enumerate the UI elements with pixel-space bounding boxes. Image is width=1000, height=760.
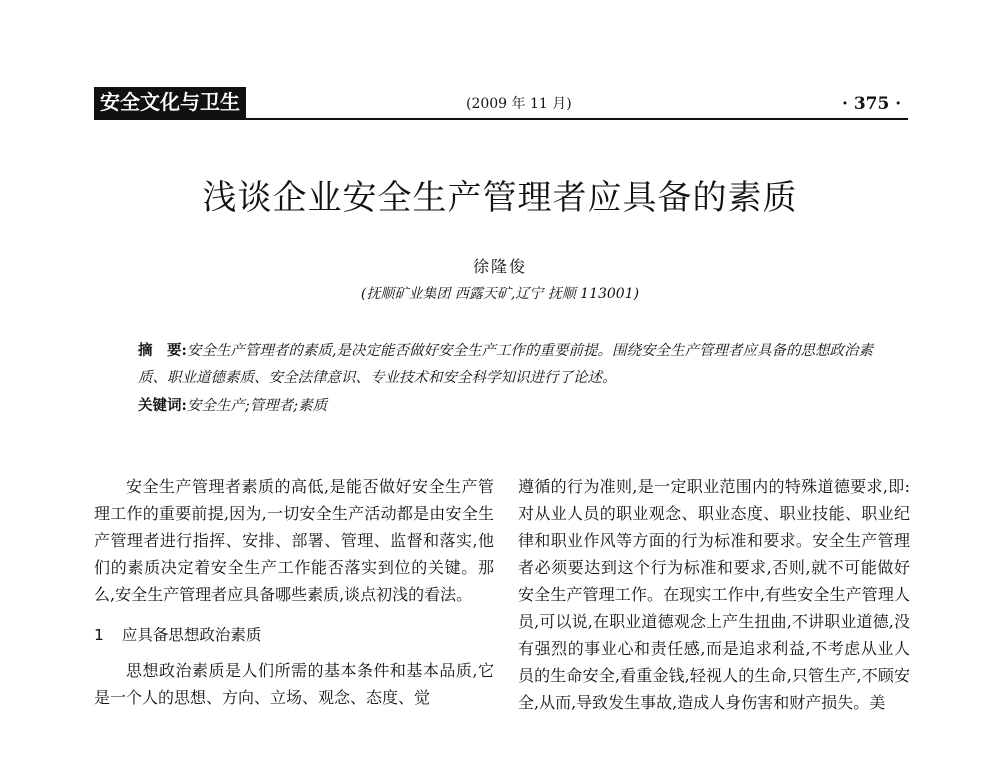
body-paragraph: 安全生产管理者素质的高低,是能否做好安全生产管理工作的重要前提,因为,一切安全生产活动都是由安全生产管理者进行指挥、安排、部署、管理、监督和落实,他们的素质决定着安全生产工作能否落实到位的关键。那么,安全生产管理者应具备哪些素质,谈点初浅的看法。 [94,477,494,604]
abstract-text: 安全生产管理者的素质,是决定能否做好安全生产工作的重要前提。围绕安全生产管理者应具备的思想政治素质、职业道德素质、安全法律意识、专业技术和安全科学知识进行了论述。 [138,343,873,386]
keywords-text: 安全生产;管理者;素质 [186,398,328,414]
body-paragraph: 遵循的行为准则,是一定职业范围内的特殊道德要求,即:对从业人员的职业观念、职业态度、职业技能、职业纪律和职业作风等方面的行为标准和要求。安全生产管理者必须要达到这个行为标准和要求,否则,就不可能做好安全生产管理工作。在现实工作中,有些安全生产管理人员,可以说,在职业道德观念上产生扭曲,不讲职业道德,没有强烈的事业心和责任感,而是追求利益,不考虑从业人员的生命安全,看重金钱,轻视人的生命,只管生产,不顾安全,从而,导致发生事故,造成人身伤害和财产损失。美 [518,477,910,712]
page-number: · 375 · [842,94,902,114]
issue-date: (2009 年 11 月) [466,96,572,112]
body-column-left [94,473,494,711]
header-divider [94,118,908,120]
abstract [138,337,878,392]
journal-name-badge: 安全文化与卫生 [94,87,246,118]
abstract-label: 摘 要: [138,342,187,359]
keywords-label: 关键词: [138,397,187,414]
author-affiliation: (抚顺矿业集团 西露天矿,辽宁 抚顺 113001) [360,286,640,302]
keywords [138,392,878,420]
section-heading [94,622,494,649]
section-title: 应具备思想政治素质 [121,626,262,644]
author-name: 徐隆俊 [472,257,527,276]
section-number: 1 [94,626,104,644]
article-title: 浅谈企业安全生产管理者应具备的素质 [202,178,798,218]
body-paragraph: 思想政治素质是人们所需的基本条件和基本品质,它是一个人的思想、方向、立场、观念、态度、觉 [94,661,494,707]
body-column-right [518,473,910,716]
